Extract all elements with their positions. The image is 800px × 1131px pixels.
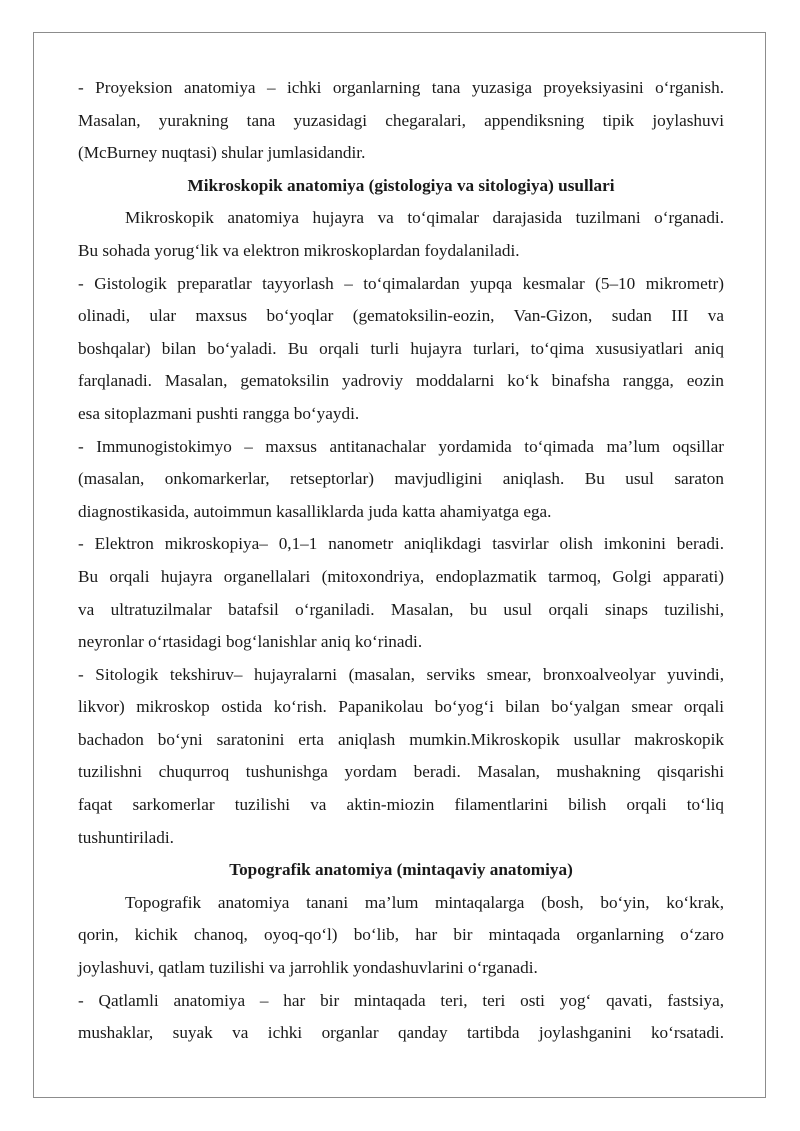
- paragraph-line: (McBurney nuqtasi) shular jumlasidandir.: [78, 143, 366, 163]
- paragraph-line: joylashuvi, qatlam tuzilishi va jarrohlik yondashuvlarini o‘rganadi.: [78, 958, 538, 978]
- section-heading: Topografik anatomiya (mintaqaviy anatomiya): [229, 860, 573, 880]
- paragraph-line: farqlanadi. Masalan, gematoksilin yadroviy moddalarni ko‘k binafsha rangga, eozin: [78, 371, 724, 391]
- paragraph-line: tuzilishni chuqurroq tushunishga yordam beradi. Masalan, mushakning qisqarishi: [78, 762, 724, 782]
- paragraph-line: faqat sarkomerlar tuzilishi va aktin-miozin filamentlarini bilish orqali to‘liq: [78, 795, 724, 815]
- document-body: [78, 72, 724, 1050]
- paragraph-line: - Immunogistokimyo – maxsus antitanachalar yordamida to‘qimada ma’lum oqsillar: [78, 436, 724, 456]
- paragraph-line: likvor) mikroskop ostida ko‘rish. Papanikolau bo‘yog‘i bilan bo‘yalgan smear orqali: [78, 697, 724, 717]
- paragraph-line: mushaklar, suyak va ichki organlar qanday tartibda joylashganini ko‘rsatadi.: [78, 1023, 724, 1043]
- paragraph-line: neyronlar o‘rtasidagi bog‘lanishlar aniq ko‘rinadi.: [78, 632, 423, 652]
- paragraph-line: bachadon bo‘yni saratonini erta aniqlash mumkin.Mikroskopik usullar makroskopik: [78, 729, 724, 749]
- paragraph-line: - Gistologik preparatlar tayyorlash – to‘qimalardan yupqa kesmalar (5–10 mikrometr): [78, 273, 724, 293]
- paragraph-line: Mikroskopik anatomiya hujayra va to‘qimalar darajasida tuzilmani o‘rganadi.: [125, 208, 724, 228]
- paragraph-line: va ultratuzilmalar batafsil o‘rganiladi. Masalan, bu usul orqali sinaps tuzilishi,: [78, 599, 724, 619]
- paragraph-line: esa sitoplazmani pushti rangga bo‘yaydi.: [78, 403, 360, 423]
- paragraph-line: olinadi, ular maxsus bo‘yoqlar (gematoksilin-eozin, Van-Gizon, sudan III va: [78, 306, 724, 326]
- section-heading: Mikroskopik anatomiya (gistologiya va sitologiya) usullari: [187, 175, 615, 195]
- paragraph-line: Topografik anatomiya tanani ma’lum mintaqalarga (bosh, bo‘yin, ko‘krak,: [125, 892, 724, 912]
- paragraph-line: qorin, kichik chanoq, oyoq-qo‘l) bo‘lib, har bir mintaqada organlarning o‘zaro: [78, 925, 724, 945]
- paragraph-line: - Sitologik tekshiruv– hujayralarni (masalan, serviks smear, bronxoalveolyar yuvindi,: [78, 664, 724, 684]
- paragraph-line: diagnostikasida, autoimmun kasalliklarda juda katta ahamiyatga ega.: [78, 501, 552, 521]
- paragraph-line: - Qatlamli anatomiya – har bir mintaqada teri, teri osti yog‘ qavati, fastsiya,: [78, 990, 724, 1010]
- paragraph-line: Masalan, yurakning tana yuzasidagi chegaralari, appendiksning tipik joylashuvi: [78, 110, 724, 130]
- paragraph-line: Bu sohada yorug‘lik va elektron mikroskoplardan foydalaniladi.: [78, 240, 520, 260]
- paragraph-line: - Elektron mikroskopiya– 0,1–1 nanometr aniqlikdagi tasvirlar olish imkonini beradi.: [78, 534, 724, 554]
- paragraph-line: (masalan, onkomarkerlar, retseptorlar) mavjudligini aniqlash. Bu usul saraton: [78, 469, 724, 489]
- paragraph-line: boshqalar) bilan bo‘yaladi. Bu orqali turli hujayra turlari, to‘qima xususiyatlari aniq: [78, 338, 724, 358]
- paragraph-line: - Proyeksion anatomiya – ichki organlarning tana yuzasiga proyeksiyasini o‘rganish.: [78, 78, 724, 97]
- text-lines: [78, 72, 724, 1050]
- paragraph-line: Bu orqali hujayra organellalari (mitoxondriya, endoplazmatik tarmoq, Golgi apparati): [78, 566, 724, 586]
- paragraph-line: tushuntiriladi.: [78, 827, 174, 847]
